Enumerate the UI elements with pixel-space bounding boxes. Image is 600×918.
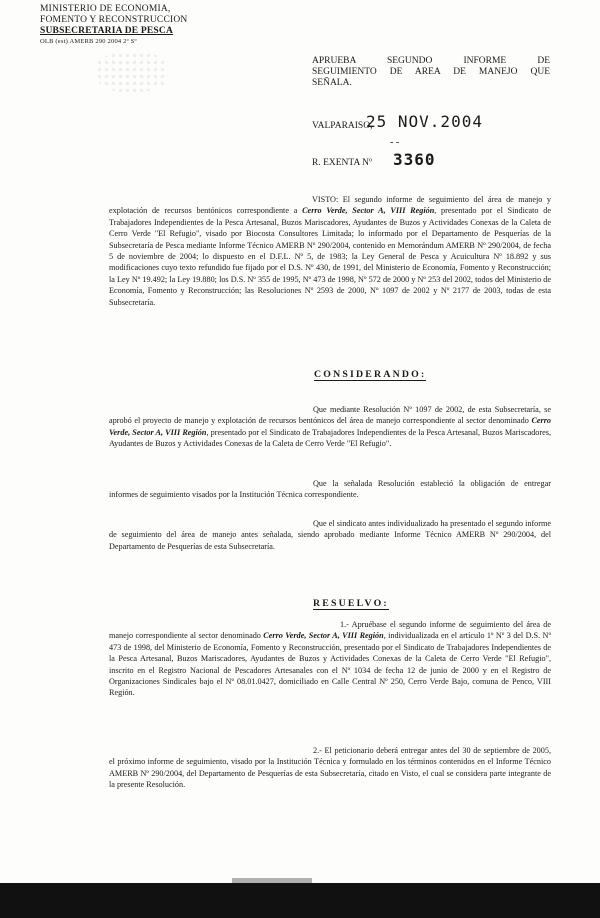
resuelvo-1: 1.- Apruébase el segundo informe de seguimiento del área de manejo correspondiente al sector denominado Cerro Verde, Sector A, VIII Región, individualizada en el artículo 1º Nº 3 del D.S. Nº 473 de 1998, del Ministerio de Economía, Fomento y Reconstrucción, presentado por el Sindicato de Trabajadores Independientes de la Pesca Artesanal, Buzos Mariscadores, Ayudantes de Buzos y Actividades Conexas de la Caleta de Cerro Verde "El Refugio", inscrito en el Registro Nacional de Pescadores Artesanales con el Nº 1034 de fecha 12 de junio de 2000 y en el Registro de Organizaciones Sindicales bajo el Nº 08.01.0427, domiciliado en Calle Central Nº 250, Cerro Verde Bajo, comuna de Penco, VIII Región. [109, 620, 552, 698]
visto-lead: VISTO: [312, 195, 339, 204]
letterhead-ministry: MINISTERIO DE ECONOMIA, [40, 4, 171, 14]
resolution-number: 3360 [393, 150, 436, 169]
r1-sector: Cerro Verde, Sector A, VIII Región [263, 631, 384, 641]
resuelvo-2: 2.- El peticionario deberá entregar antes del 30 de septiembre de 2005, el próximo informe de seguimiento, visado por la Institución Técnica y formulado en los términos contenidos en el Informe Técnico AMERB Nº 290/2004, del Departamento de Pesquerías de esta Subsecretaría, citado en Visto, el cual se considera parte integrante de la presente Resolución. [109, 746, 551, 790]
date-dash: - - [390, 137, 400, 148]
scan-bottom-edge [0, 883, 600, 918]
subject-line-2: SEGUIMIENTO DE AREA DE MANEJO QUE [312, 67, 550, 77]
date-stamp: 25 NOV.2004 [366, 112, 483, 131]
faded-seal-stamp [96, 52, 168, 92]
letterhead-ministry-2: FOMENTO Y RECONSTRUCCION [40, 15, 188, 25]
resuelvo-heading: RESUELVO: [313, 598, 389, 609]
subject-line-3: SEÑALA. [312, 78, 352, 88]
c1-sector: Cerro Verde, Sector A, VIII Región [109, 416, 551, 437]
considerando-3: Que el sindicato antes individualizado ha presentado el segundo informe de seguimiento del área de manejo antes señalada, siendo aprobado mediante Informe Técnico AMERB Nº 290/2004, del Departamento de Pesquerías de esta Subsecretaría. [109, 519, 551, 551]
letterhead-reference: OLB (est) AMERB 290 2004 2º Sº [40, 38, 137, 45]
considerando-2: Que la señalada Resolución estableció la obligación de entregar informes de seguimiento visados por la Institución Técnica correspondiente. [109, 479, 551, 500]
considerando-1: Que mediante Resolución Nº 1097 de 2002, de esta Subsecretaría, se aprobó el proyecto de manejo y explotación de recursos bentónicos del área de manejo correspondiente al sector denominado Cerro Verde, Sector A, VIII Región, presentado por el Sindicato de Trabajadores Independientes de la Pesca Artesanal, Buzos Mariscadores, Ayudantes de Buzos y Actividades Conexas de la Caleta de Cerro Verde "El Refugio". [109, 405, 551, 449]
resolution-subject [312, 56, 550, 89]
visto-paragraph: VISTO: El segundo informe de seguimiento del área de manejo y explotación de recursos bentónicos correspondiente a Cerro Verde, Sector A, VIII Región, presentado por el Sindicato de Trabajadores Independientes de la Pesca Artesanal, Buzos Mariscadores, Ayudantes de Buzos y Actividades Conexas de la Caleta de Cerro Verde "El Refugio", visado por Biocosta Consultores Limitada; lo informado por el Departamento de Pesquerías de la Subsecretaría de Pesca mediante Informe Técnico AMERB Nº 290/2004, contenido en Memorándum AMERB Nº 290/2004, de fecha 5 de noviembre de 2004; lo dispuesto en el D.F.L. Nº 5, de 1983; la Ley General de Pesca y Acuicultura Nº 18.892 y sus modificaciones cuyo texto refundido fue fijado por el D.S. Nº 430, de 1991, del Ministerio de Economía, Fomento y Reconstrucción; la Ley Nº 19.492; la Ley 19.880; los D.S. Nº 355 de 1995, Nº 473 de 1998, Nº 572 de 2000 y Nº 253 del 2002, todos del Ministerio de Economía, Fomento y Reconstrucción; las Resoluciones Nº 2593 de 2000, Nº 1097 de 2002 y Nº 2177 de 2003, todas de esta Subsecretaría. [109, 195, 551, 307]
letterhead [40, 4, 188, 46]
visto-sector: Cerro Verde, Sector A, VIII Región [302, 206, 435, 216]
letterhead-subsecretaria: SUBSECRETARIA DE PESCA [40, 26, 174, 36]
subject-line-1: APRUEBA SEGUNDO INFORME DE [312, 56, 550, 66]
resolution-label: R. EXENTA Nº [312, 158, 372, 168]
place-label: VALPARAISO, [312, 121, 373, 131]
considerando-heading: CONSIDERANDO: [314, 369, 427, 380]
